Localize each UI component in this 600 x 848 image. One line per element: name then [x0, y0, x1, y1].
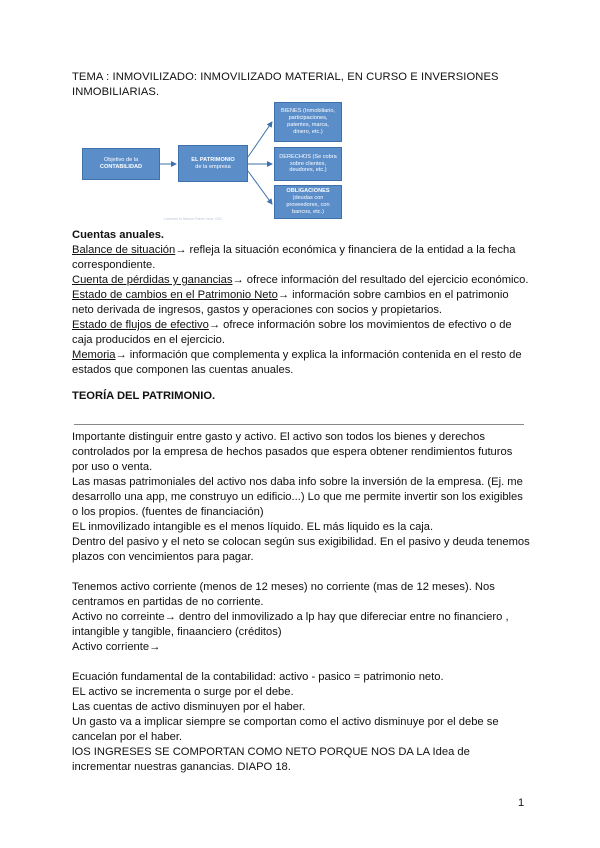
box-text: bancos, etc.)	[291, 208, 325, 215]
term-link: Memoria	[72, 349, 116, 361]
box-text: BIENES (Inmobiliario,	[280, 108, 336, 115]
title-line: TEMA : INMOVILIZADO: INMOVILIZADO MATERIAL, EN CURSO E INVERSIONES	[72, 71, 499, 83]
text-line: o los propios. (fuentes de financiación)	[72, 506, 264, 518]
patrimonio-diagram	[72, 100, 372, 222]
text-line: Activo no correinte→ dentro del inmovilizado a lp hay que difereciar entre no financiero ,	[72, 611, 509, 623]
blank-line	[72, 565, 542, 580]
text-line: cancelan por el haber.	[72, 731, 183, 743]
box-text: patentes, marca,	[287, 122, 329, 128]
text-line: incrementar nuestras ganancias. DIAPO 18.	[72, 761, 291, 773]
item-text: refleja la situación económica y financiera de la entidad a la fecha	[186, 244, 516, 256]
term-link: Balance de situación	[72, 244, 176, 256]
cuentas-item-balance	[72, 243, 515, 258]
box-text: Objetivo de la	[103, 157, 139, 164]
term-link: Estado de cambios en el Patrimonio Neto	[72, 289, 278, 301]
obligaciones-box	[274, 185, 342, 219]
item-continuation: neto derivada de ingresos, gastos y operaciones con socios y propietarios.	[72, 304, 443, 316]
text-line: Las masas patrimoniales del activo nos daba info sobre la inversión de la empresa. (Ej. me	[72, 476, 523, 488]
item-continuation: correspondiente.	[72, 259, 156, 271]
arrow-connector	[248, 122, 272, 157]
text-line: Un gasto va a implicar siempre se comportan como el activo disminuye por el debe se	[72, 716, 499, 728]
item-text: ofrece información del resultado del ejercicio económico.	[243, 274, 529, 286]
arrow-icon: →	[175, 244, 187, 256]
text-line: plazos con vencimientos para pagar.	[72, 551, 254, 563]
page-title	[72, 70, 542, 100]
cuentas-heading: Cuentas anuales.	[72, 229, 165, 241]
cuentas-item-flujos	[72, 318, 512, 333]
item-text: información sobre cambios en el patrimonio	[289, 289, 509, 301]
arrow-icon: →	[277, 289, 290, 301]
text-line: centramos en partidas de no corriente.	[72, 596, 264, 608]
text-line: por uso o venta.	[72, 461, 153, 473]
body-text	[72, 430, 542, 775]
cuentas-item-perdidas	[72, 273, 528, 288]
text-line: EL activo se incrementa o surge por el debe.	[72, 686, 294, 698]
term-link: Cuenta de pérdidas y ganancias	[72, 274, 233, 286]
box-text: dinero, etc.)	[293, 128, 323, 135]
horizontal-rule	[74, 424, 524, 425]
box-text: EL PATRIMONIO	[191, 156, 235, 163]
item-continuation: caja producidos en el ejercicio.	[72, 334, 225, 346]
derechos-box	[274, 147, 342, 181]
arrow-icon: →	[208, 319, 221, 331]
text-line: EL inmovilizado intangible es el menos líquido. EL más liquido es la caja.	[72, 521, 434, 533]
section-heading: TEORÍA DEL PATRIMONIO.	[72, 390, 216, 402]
box-text: participaciones,	[288, 115, 328, 122]
arrow-icon: →	[115, 349, 127, 361]
text-line: desarrollo una app, me construyo un edificio...) Lo que me permite invertir son los exigibles	[72, 491, 523, 503]
blank-line	[72, 655, 542, 670]
text-line: intangible y tangible, finaanciero (créditos)	[72, 626, 282, 638]
box-text: (deudas con	[292, 195, 324, 202]
box-text: proveedores, con	[286, 202, 330, 208]
text-line: Las cuentas de activo disminuyen por el haber.	[72, 701, 306, 713]
cuentas-item-patrimonio	[72, 288, 509, 303]
box-text: sobre clientes,	[289, 160, 327, 167]
title-line: INMOBILIARIAS.	[72, 86, 160, 98]
box-text: de la empresa	[195, 163, 231, 170]
objetivo-box	[82, 148, 160, 180]
item-continuation: estados que componen las cuentas anuales.	[72, 364, 294, 376]
box-text: deudores, etc.)	[289, 167, 327, 174]
box-text: DERECHOS (Se cobra	[279, 153, 337, 160]
term-link: Estado de flujos de efectivo	[72, 319, 209, 331]
item-text: ofrece información sobre los movimientos de efectivo o de	[220, 319, 512, 331]
diagram-caption: Licensed to Nelson Pabón Vera, CEC	[164, 217, 223, 221]
arrow-connector	[248, 171, 272, 204]
text-line: Ecuación fundamental de la contabilidad: activo - pasico = patrimonio neto.	[72, 671, 444, 683]
page-number: 1	[518, 797, 525, 809]
arrow-icon: →	[232, 274, 244, 286]
patrimonio-box	[178, 145, 248, 182]
box-text: OBLIGACIONES	[286, 188, 330, 195]
text-line: Dentro del pasivo y el neto se colocan según sus exigibilidad. En el pasivo y deuda tenemos	[72, 536, 530, 548]
text-line: controlados por la empresa de hechos pasados que espera obtener rendimientos futuros	[72, 446, 513, 458]
cuentas-item-memoria	[72, 348, 522, 363]
text-line: lOS INGRESES SE COMPORTAN COMO NETO PORQUE NOS DA LA Idea de	[72, 746, 470, 758]
text-line: Activo corriente→	[72, 641, 161, 653]
box-text: CONTABILIDAD	[99, 164, 143, 170]
text-line: Tenemos activo corriente (menos de 12 meses) no corriente (mas de 12 meses). Nos	[72, 581, 495, 593]
bienes-box	[274, 102, 342, 142]
text-line: Importante distinguir entre gasto y activo. El activo son todos los bienes y derechos	[72, 431, 485, 443]
item-text: información que complementa y explica la información contenida en el resto de	[126, 349, 522, 361]
